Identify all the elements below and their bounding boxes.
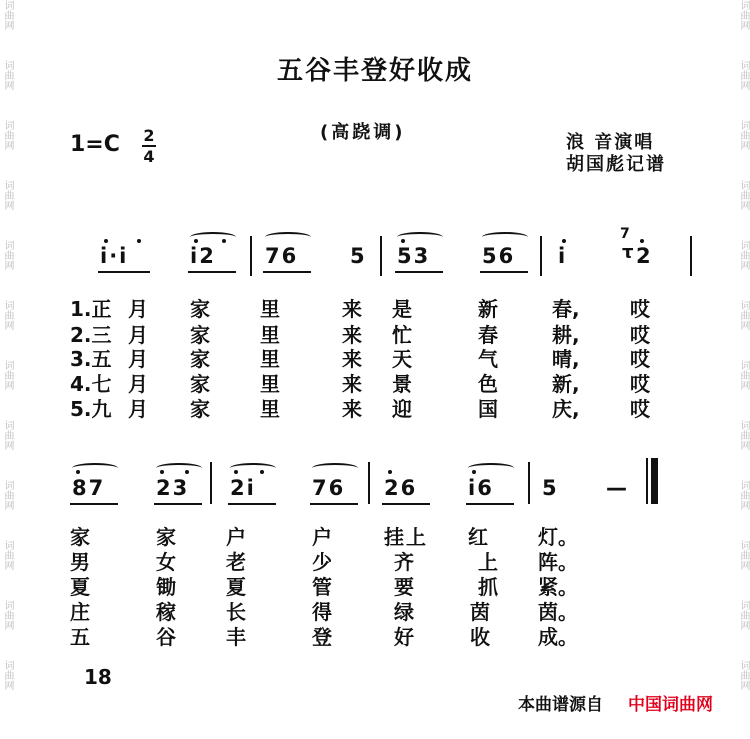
lyric-char: 里 [260, 347, 280, 371]
lyric-char: 新, [552, 372, 580, 396]
note-group: 5 [542, 476, 559, 500]
watermark-text: 词曲网 [2, 420, 13, 450]
bar-line [210, 462, 212, 504]
beam-underline [263, 271, 311, 273]
watermark-text: 词曲网 [2, 600, 13, 630]
lyric-char: 月 [128, 372, 148, 396]
lyric-char: 忙 [392, 323, 412, 347]
page-number: 18 [84, 665, 112, 689]
lyric-char: 夏 [226, 575, 246, 599]
lyric-char: 里 [260, 297, 280, 321]
lyric-char: 茵。 [538, 600, 578, 624]
note-group: 23 [156, 476, 190, 500]
beam-underline [395, 271, 443, 273]
beam-underline [382, 503, 430, 505]
lyric-char: 抓 [478, 575, 498, 599]
lyric-char: 夏 [70, 575, 90, 599]
lyric-char: 哎 [630, 347, 650, 371]
slur [397, 232, 443, 242]
lyric-char: 迎 [392, 397, 412, 421]
time-signature [140, 127, 158, 165]
lyric-char: 天 [392, 347, 412, 371]
lyric-char: 长 [226, 600, 246, 624]
lyric-char: 稼 [156, 600, 176, 624]
lyric-char: 5.九 [70, 397, 112, 421]
bar-line [690, 236, 692, 276]
bar-line [540, 236, 542, 276]
lyric-char: 月 [128, 397, 148, 421]
lyric-char: 哎 [630, 372, 650, 396]
lyric-char: 庆, [552, 397, 580, 421]
note-group: i [558, 244, 568, 268]
note-group: 76 [312, 476, 346, 500]
lyric-char: 红 [468, 525, 488, 549]
note-group: — [606, 476, 629, 500]
lyric-char: 上 [478, 550, 498, 574]
lyric-char: 户 [312, 525, 332, 549]
lyric-char: 少 [312, 550, 332, 574]
watermark-text: 词曲网 [2, 660, 13, 690]
time-signature-top: 2 [143, 126, 155, 145]
lyric-char: 月 [128, 323, 148, 347]
song-subtitle: (高跷调) [320, 122, 406, 143]
right-watermark-strip [736, 0, 750, 739]
bar-line [250, 236, 252, 276]
lyric-char: 户 [226, 525, 246, 549]
watermark-text: 词曲网 [2, 120, 13, 150]
lyric-char: 来 [342, 397, 362, 421]
lyric-char: 色 [478, 372, 498, 396]
note-group: i2 [190, 244, 216, 268]
lyric-char: 家 [70, 525, 90, 549]
lyric-char: 庄 [70, 600, 90, 624]
lyric-char: 2.三 [70, 323, 112, 347]
beam-underline [98, 271, 150, 273]
watermark-text: 词曲网 [2, 300, 13, 330]
lyric-char: 丰 [226, 625, 246, 649]
beam-underline [480, 271, 528, 273]
lyric-char: 男 [70, 550, 90, 574]
time-signature-bottom: 4 [143, 147, 155, 166]
lyric-char: 五 [70, 625, 90, 649]
watermark-text: 词曲网 [738, 420, 749, 450]
lyric-char: 1.正 [70, 297, 112, 321]
lyric-char: 景 [392, 372, 412, 396]
note-group: 53 [397, 244, 431, 268]
lyric-char: 国 [478, 397, 498, 421]
lyric-char: 气 [478, 347, 498, 371]
octave-dot [562, 239, 566, 243]
lyric-char: 家 [190, 372, 210, 396]
lyric-char: 春, [552, 297, 580, 321]
watermark-text: 词曲网 [738, 300, 749, 330]
lyric-char: 来 [342, 347, 362, 371]
lyric-char: 登 [312, 625, 332, 649]
grace-note: 7 [620, 226, 632, 242]
slur [230, 463, 276, 473]
final-bar-thin [646, 458, 648, 504]
lyric-char: 里 [260, 397, 280, 421]
lyric-char: 春 [478, 323, 498, 347]
lyric-char: 齐 [394, 550, 414, 574]
slur [156, 463, 202, 473]
ornament-mark: τ [622, 242, 636, 263]
lyric-char: 成。 [538, 625, 578, 649]
lyric-char: 要 [394, 575, 414, 599]
watermark-text: 词曲网 [2, 360, 13, 390]
watermark-text: 词曲网 [2, 180, 13, 210]
lyric-char: 哎 [630, 397, 650, 421]
lyric-char: 耕, [552, 323, 580, 347]
lyric-char: 来 [342, 297, 362, 321]
beam-underline [70, 503, 118, 505]
lyric-char: 挂 [384, 525, 404, 549]
note-group: i6 [468, 476, 494, 500]
lyric-char: 月 [128, 347, 148, 371]
lyric-char: 哎 [630, 297, 650, 321]
lyric-char: 绿 [394, 600, 414, 624]
source-site-link[interactable]: 中国词曲网 [628, 695, 713, 715]
watermark-text: 词曲网 [738, 360, 749, 390]
source-label: 本曲谱源自 [518, 695, 603, 715]
transcriber-credit: 胡国彪记谱 [566, 154, 666, 175]
lyric-char: 紧。 [538, 575, 578, 599]
lyric-char: 得 [312, 600, 332, 624]
octave-dot [640, 239, 644, 243]
beam-underline [310, 503, 358, 505]
note-group: i·i [100, 244, 129, 268]
lyric-char: 家 [156, 525, 176, 549]
lyric-char: 来 [342, 323, 362, 347]
lyric-char: 收 [470, 625, 490, 649]
watermark-text: 词曲网 [738, 0, 749, 30]
watermark-text: 词曲网 [2, 540, 13, 570]
lyric-char: 来 [342, 372, 362, 396]
slur [468, 463, 514, 473]
lyric-char: 好 [394, 625, 414, 649]
key-signature: 1=C [70, 132, 120, 157]
note-group: 5 [350, 244, 367, 268]
lyric-char: 女 [156, 550, 176, 574]
watermark-text: 词曲网 [738, 540, 749, 570]
watermark-text: 词曲网 [738, 660, 749, 690]
note-group: 87 [72, 476, 106, 500]
slur [482, 232, 528, 242]
lyric-char: 管 [312, 575, 332, 599]
note-group: 26 [384, 476, 418, 500]
singer-credit: 浪 音演唱 [566, 132, 655, 153]
note-group: 2 [636, 244, 653, 268]
lyric-char: 锄 [156, 575, 176, 599]
lyric-char: 里 [260, 372, 280, 396]
lyric-char: 谷 [156, 625, 176, 649]
lyric-char: 灯。 [538, 525, 578, 549]
beam-underline [188, 271, 236, 273]
watermark-text: 词曲网 [738, 120, 749, 150]
left-watermark-strip [0, 0, 14, 739]
final-bar-thick [651, 458, 658, 504]
note-group: 56 [482, 244, 516, 268]
watermark-text: 词曲网 [2, 480, 13, 510]
lyric-char: 里 [260, 323, 280, 347]
beam-underline [466, 503, 514, 505]
watermark-text: 词曲网 [2, 60, 13, 90]
lyric-char: 家 [190, 347, 210, 371]
beam-underline [228, 503, 276, 505]
bar-line [368, 462, 370, 504]
bar-line [528, 462, 530, 504]
octave-dot [137, 239, 141, 243]
slur [312, 463, 358, 473]
lyric-char: 3.五 [70, 347, 112, 371]
note-group: 76 [265, 244, 299, 268]
slur [190, 232, 236, 242]
watermark-text: 词曲网 [2, 0, 13, 30]
slur [72, 463, 118, 473]
watermark-text: 词曲网 [738, 180, 749, 210]
lyric-char: 新 [478, 297, 498, 321]
watermark-text: 词曲网 [2, 240, 13, 270]
octave-dot [388, 470, 392, 474]
watermark-text: 词曲网 [738, 240, 749, 270]
lyric-char: 哎 [630, 323, 650, 347]
lyric-char: 家 [190, 323, 210, 347]
lyric-char: 家 [190, 297, 210, 321]
note-group: 2i [230, 476, 256, 500]
watermark-text: 词曲网 [738, 60, 749, 90]
lyric-char: 阵。 [538, 550, 578, 574]
lyric-char: 4.七 [70, 372, 112, 396]
slur [265, 232, 311, 242]
beam-underline [154, 503, 202, 505]
lyric-char: 月 [128, 297, 148, 321]
lyric-char: 老 [226, 550, 246, 574]
bar-line [380, 236, 382, 276]
lyric-char: 上 [406, 525, 426, 549]
octave-dot [104, 239, 108, 243]
lyric-char: 是 [392, 297, 412, 321]
watermark-text: 词曲网 [738, 600, 749, 630]
song-title: 五谷丰登好收成 [276, 56, 473, 86]
lyric-char: 晴, [552, 347, 580, 371]
lyric-char: 茵 [470, 600, 490, 624]
watermark-text: 词曲网 [738, 480, 749, 510]
lyric-char: 家 [190, 397, 210, 421]
